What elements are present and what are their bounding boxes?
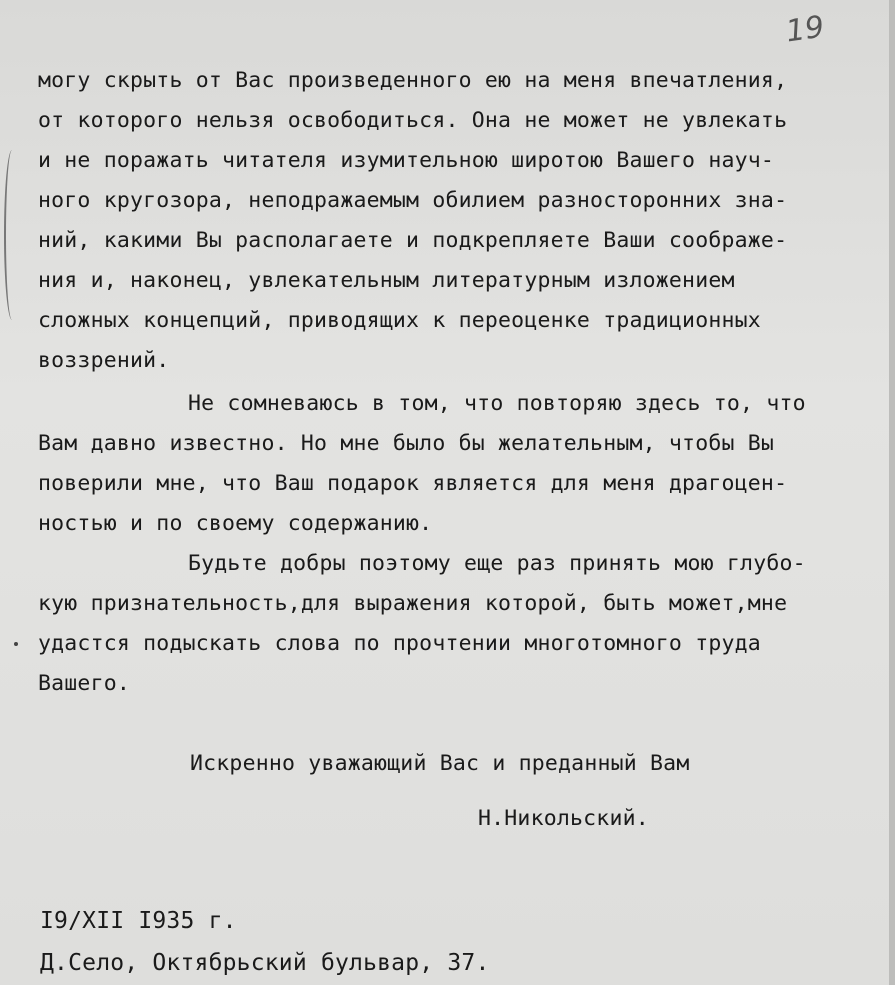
- text-line: сложных концепций, приводящих к переоценке традиционных: [38, 308, 761, 333]
- text-line: Вашего.: [38, 671, 131, 696]
- margin-dot: [14, 642, 18, 646]
- text-line: ного кругозора, неподражаемым обилием разносторонних зна-: [38, 188, 788, 213]
- letter-date: I9/XII I935 г.: [40, 908, 237, 934]
- text-line: поверили мне, что Ваш подарок является для меня драгоцен-: [38, 471, 788, 496]
- text-line: могу скрыть от Вас произведенного ею на меня впечатления,: [38, 68, 788, 93]
- text-line: ний, какими Вы располагаете и подкрепляете Ваши соображе-: [38, 228, 788, 253]
- signature: Н.Никольский.: [478, 806, 649, 831]
- page-number: 19: [783, 9, 827, 50]
- text-line: Будьте добры поэтому еще раз принять мою глубо-: [188, 551, 806, 576]
- text-line: Не сомневаюсь в том, что повторяю здесь то, что: [188, 391, 806, 416]
- text-line: кую признательность,для выражения которой, быть может,мне: [38, 591, 788, 616]
- letter-address: Д.Село, Октябрьский бульвар, 37.: [40, 950, 490, 976]
- text-line: ния и, наконец, увлекательным литературным изложением: [38, 268, 735, 293]
- closing-line: Искренно уважающий Вас и преданный Вам: [190, 751, 690, 776]
- text-line: ностью и по своему содержанию.: [38, 511, 433, 536]
- text-line: Вам давно известно. Но мне было бы желательным, чтобы Вы: [38, 431, 775, 456]
- text-line: удастся подыскать слова по прочтении многотомного труда: [38, 631, 761, 656]
- text-line: от которого нельзя освободиться. Она не может не увлекать: [38, 108, 788, 133]
- text-line: воззрений.: [38, 348, 170, 373]
- page-edge: [889, 0, 895, 985]
- text-line: и не поражать читателя изумительною широтою Вашего науч-: [38, 148, 775, 173]
- margin-pencil-mark: [4, 150, 20, 320]
